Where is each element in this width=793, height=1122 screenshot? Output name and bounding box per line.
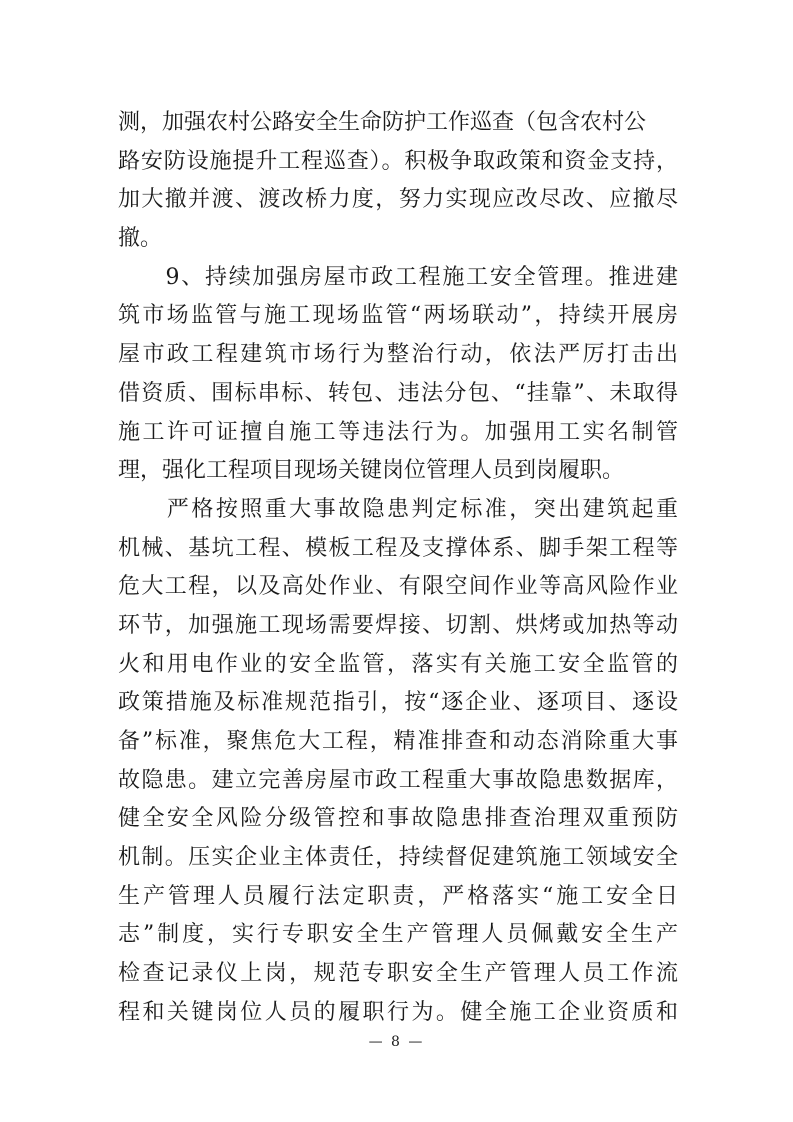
text-line: 备”标准，聚焦危大工程，精准排查和动态消除重大事 — [118, 729, 678, 754]
text-line: 测，加强农村公路安全生命防护工作巡查（包含农村公 — [118, 110, 647, 135]
page-number: — 8 — — [368, 1034, 425, 1050]
text-line: 机制。压实企业主体责任，持续督促建筑施工领域安全 — [118, 845, 678, 871]
text-line: 路安防设施提升工程巡查）。积极争取政策和资金支持， — [118, 148, 678, 174]
text-line: 屋市政工程建筑市场行为整治行动，依法严厉打击出 — [118, 342, 678, 368]
text-line: 环节，加强施工现场需要焊接、切割、烘烤或加热等动 — [118, 612, 678, 638]
text-line: 严格按照重大事故隐患判定标准，突出建筑起重 — [118, 496, 678, 522]
text-line: 理，强化工程项目现场关键岗位管理人员到岗履职。 — [118, 458, 625, 484]
text-line: 借资质、围标串标、转包、违法分包、“挂靠”、未取得 — [118, 380, 678, 406]
text-line: 撤。 — [118, 226, 163, 252]
text-line: 生产管理人员履行法定职责，严格落实“施工安全日 — [118, 883, 678, 909]
text-line: 9、持续加强房屋市政工程施工安全管理。推进建 — [118, 264, 678, 290]
text-line: 加大撤并渡、渡改桥力度，努力实现应改尽改、应撤尽 — [118, 187, 678, 213]
text-line: 筑市场监管与施工现场监管“两场联动”，持续开展房 — [118, 303, 678, 329]
text-line: 政策措施及标准规范指引，按“逐企业、逐项目、逐设 — [118, 690, 678, 716]
text-line: 检查记录仪上岗，规范专职安全生产管理人员工作流 — [118, 961, 678, 987]
text-line: 危大工程，以及高处作业、有限空间作业等高风险作业 — [118, 574, 678, 600]
text-line: 施工许可证擅自施工等违法行为。加强用工实名制管 — [118, 419, 678, 445]
body-text — [118, 104, 678, 1033]
text-line: 程和关键岗位人员的履职行为。健全施工企业资质和 — [118, 999, 678, 1025]
text-line: 机械、基坑工程、模板工程及支撑体系、脚手架工程等 — [118, 535, 678, 561]
text-line: 故隐患。建立完善房屋市政工程重大事故隐患数据库， — [118, 767, 678, 793]
text-line: 志”制度，实行专职安全生产管理人员佩戴安全生产 — [118, 922, 678, 948]
text-line: 火和用电作业的安全监管，落实有关施工安全监管的 — [118, 651, 678, 677]
text-line: 健全安全风险分级管控和事故隐患排查治理双重预防 — [118, 806, 678, 832]
